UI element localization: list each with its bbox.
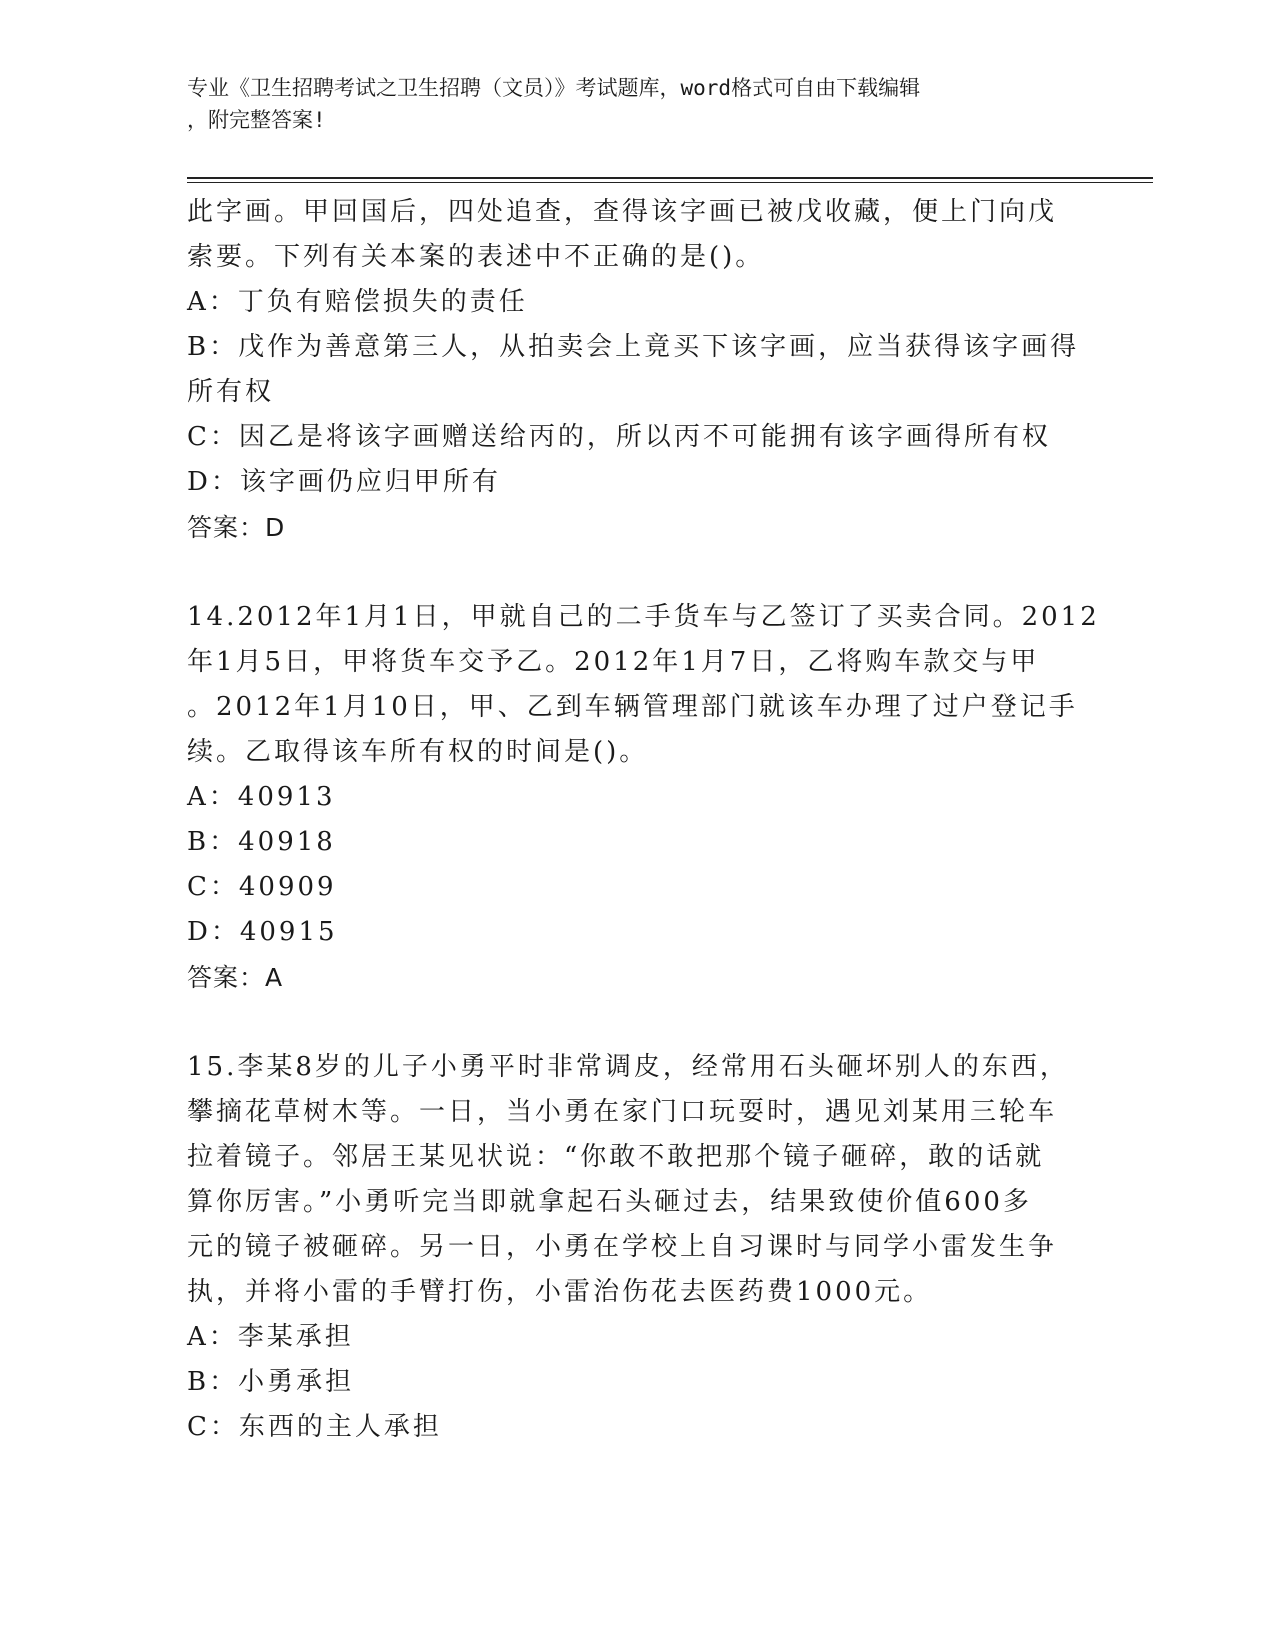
option-b: B：戊作为善意第三人，从拍卖会上竟买下该字画，应当获得该字画得 (187, 332, 1080, 362)
option-c: C：40909 (187, 872, 337, 902)
option-d: D：该字画仍应归甲所有 (187, 467, 501, 497)
header-line-2: ，附完整答案! (187, 108, 326, 132)
header-line-1: 专业《卫生招聘考试之卫生招聘（文员）》考试题库，word格式可自由下载编辑 (187, 76, 921, 100)
answer-label: 答案：D (187, 513, 286, 542)
question-stem-line: 此字画。甲回国后，四处追查，查得该字画已被戊收藏，便上门向戊 (187, 197, 1058, 227)
question-stem-line: 。2012年1月10日，甲、乙到车辆管理部门就该车办理了过户登记手 (187, 692, 1078, 722)
option-a: A：40913 (187, 782, 336, 812)
option-a: A：李某承担 (187, 1322, 354, 1352)
question-stem-line: 索要。下列有关本案的表述中不正确的是()。 (187, 242, 765, 272)
question-stem-line: 元的镜子被砸碎。另一日，小勇在学校上自习课时与同学小雷发生争 (187, 1232, 1058, 1262)
option-b: B：小勇承担 (187, 1367, 355, 1397)
question-stem-line: 15.李某8岁的儿子小勇平时非常调皮，经常用石头砸坏别人的东西， (187, 1052, 1069, 1082)
answer-label: 答案：A (187, 963, 284, 992)
option-c: C：东西的主人承担 (187, 1412, 442, 1442)
option-d: D：40915 (187, 917, 338, 947)
option-b: B：40918 (187, 827, 336, 857)
option-c: C：因乙是将该字画赠送给丙的，所以丙不可能拥有该字画得所有权 (187, 422, 1051, 452)
question-stem-line: 算你厉害。”小勇听完当即就拿起石头砸过去，结果致使价值600多 (187, 1187, 1032, 1217)
question-stem-line: 续。乙取得该车所有权的时间是()。 (187, 737, 649, 767)
option-a: A：丁负有赔偿损失的责任 (187, 287, 528, 317)
question-stem-line: 攀摘花草树木等。一日，当小勇在家门口玩耍时，遇见刘某用三轮车 (187, 1097, 1058, 1127)
question-stem-line: 年1月5日，甲将货车交予乙。2012年1月7日，乙将购车款交与甲 (187, 647, 1040, 677)
spacer (187, 550, 1117, 595)
option-b-continued: 所有权 (187, 377, 275, 407)
question-14 (187, 595, 1117, 1000)
header-rule-thin (187, 182, 1153, 183)
header-rule-thick (187, 177, 1153, 179)
question-stem-line: 14.2012年1月1日，甲就自己的二手货车与乙签订了买卖合同。2012 (187, 602, 1100, 632)
question-stem-line: 执，并将小雷的手臂打伤，小雷治伤花去医药费1000元。 (187, 1277, 933, 1307)
page-header (187, 72, 1087, 136)
document-body (187, 190, 1117, 1450)
spacer (187, 1000, 1117, 1045)
question-stem-line: 拉着镜子。邻居王某见状说：“你敢不敢把那个镜子砸碎，敢的话就 (187, 1142, 1045, 1172)
question-13 (187, 190, 1117, 550)
question-15 (187, 1045, 1117, 1450)
